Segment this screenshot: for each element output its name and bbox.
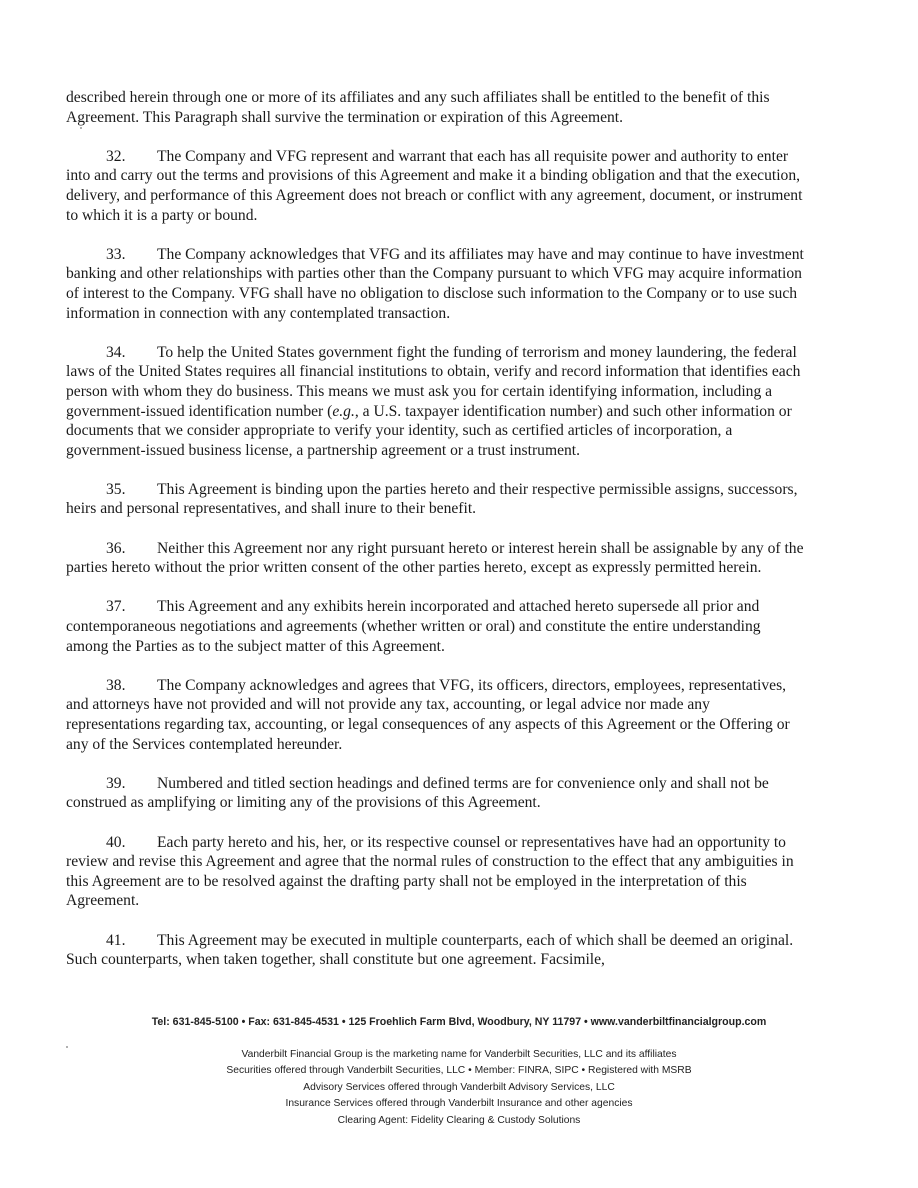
paragraph-41 <box>66 931 804 970</box>
paragraph-text: This Agreement is binding upon the parties hereto and their respective permissible assigns, successors, heirs and personal representatives, and shall inure to their benefit. <box>66 480 798 518</box>
paragraph-33 <box>66 245 804 323</box>
scan-speck <box>80 127 82 129</box>
paragraph-number: 35. <box>106 480 126 498</box>
paragraph-number: 39. <box>106 774 126 792</box>
footer-disclosure-line: Clearing Agent: Fidelity Clearing & Custody Solutions <box>337 1114 581 1126</box>
paragraph-37 <box>66 597 804 656</box>
intro-paragraph <box>66 88 804 127</box>
footer-contact-line: Tel: 631-845-5100 • Fax: 631-845-4531 • 125 Froehlich Farm Blvd, Woodbury, NY 11797 • www.vanderbiltfinancialgroup.com <box>151 1016 767 1028</box>
paragraph-number: 34. <box>106 343 126 361</box>
paragraph-text-italic: e.g. <box>332 402 355 420</box>
paragraph-text: Neither this Agreement nor any right pursuant hereto or interest herein shall be assignable by any of the parties hereto without the prior written consent of the other parties hereto, except as expressly permitted herein. <box>66 539 804 577</box>
paragraph-32 <box>66 147 804 225</box>
paragraph-number: 38. <box>106 676 126 694</box>
paragraph-number: 33. <box>106 245 126 263</box>
paragraph-40 <box>66 833 804 911</box>
paragraph-number: 36. <box>106 539 126 557</box>
paragraph-number: 40. <box>106 833 126 851</box>
scan-speck <box>66 1046 68 1048</box>
paragraph-34 <box>66 343 804 461</box>
footer-disclosure-line: Securities offered through Vanderbilt Securities, LLC • Member: FINRA, SIPC • Registered with MSRB <box>226 1065 692 1077</box>
paragraph-text: Numbered and titled section headings and defined terms are for convenience only and shall not be construed as amplifying or limiting any of the provisions of this Agreement. <box>66 774 769 812</box>
letterhead-footer <box>0 1016 918 1129</box>
paragraph-text: Each party hereto and his, her, or its respective counsel or representatives have had an opportunity to review and revise this Agreement and agree that the normal rules of construction to the effect that any ambiguities in this Agreement are to be resolved against the drafting party shall not be employed in the interpretation of this Agreement. <box>66 833 794 910</box>
paragraph-39 <box>66 774 804 813</box>
footer-disclosure-line: Advisory Services offered through Vanderbilt Advisory Services, LLC <box>303 1081 615 1093</box>
paragraph-38 <box>66 676 804 754</box>
paragraph-text: The Company and VFG represent and warrant that each has all requisite power and authority to enter into and carry out the terms and provisions of this Agreement and make it a binding obligation and that the execution, delivery, and performance of this Agreement does not breach or conflict with any agreement, document, or instrument to which it is a party or bound. <box>66 147 803 224</box>
intro-text: described herein through one or more of its affiliates and any such affiliates shall be entitled to the benefit of this Agreement. This Paragraph shall survive the termination or expiration of this Agreement. <box>66 89 770 126</box>
paragraph-text: The Company acknowledges that VFG and its affiliates may have and may continue to have investment banking and other relationships with parties other than the Company pursuant to which VFG may acquire information of interest to the Company. VFG shall have no obligation to disclose such information to the Company or to use such information in connection with any contemplated transaction. <box>66 245 804 322</box>
paragraph-text <box>66 344 800 459</box>
paragraph-text: This Agreement and any exhibits herein incorporated and attached hereto supersede all prior and contemporaneous negotiations and agreements (whether written or oral) and constitute the entire understanding among the Parties as to the subject matter of this Agreement. <box>66 598 761 655</box>
paragraph-text-part: To help the United States government fight the funding of terrorism and money laundering, the federal laws of the United States requires all financial institutions to obtain, verify and record information that identifies each person with whom they do business. This means we must ask you for certain identifying information, including a government-issued identification number ( <box>66 343 801 420</box>
paragraph-36 <box>66 539 804 578</box>
footer-disclosure-line: Vanderbilt Financial Group is the marketing name for Vanderbilt Securities, LLC and its affiliates <box>241 1049 677 1060</box>
footer-disclosure-line: Insurance Services offered through Vanderbilt Insurance and other agencies <box>285 1098 633 1110</box>
paragraph-number: 32. <box>106 147 126 165</box>
paragraph-number: 37. <box>106 598 126 616</box>
paragraph-number: 41. <box>106 931 126 949</box>
paragraph-35 <box>66 480 804 519</box>
paragraph-text: This Agreement may be executed in multiple counterparts, each of which shall be deemed an original. Such counterparts, when taken together, shall constitute but one agreement. Facsimile, <box>66 931 794 969</box>
paragraph-text: The Company acknowledges and agrees that VFG, its officers, directors, employees, representatives, and attorneys have not provided and will not provide any tax, accounting, or legal advice nor made any representations regarding tax, accounting, or legal consequences of any aspects of this Agreement or the Offering or any of the Services contemplated hereunder. <box>66 676 790 753</box>
paragraph-text-part: , a U.S. taxpayer identification number) and such other information or documents that we consider appropriate to verify your identity, such as certified articles of incorporation, a government-issued business license, a partnership agreement or a trust instrument. <box>66 402 792 459</box>
document-body <box>66 88 804 989</box>
